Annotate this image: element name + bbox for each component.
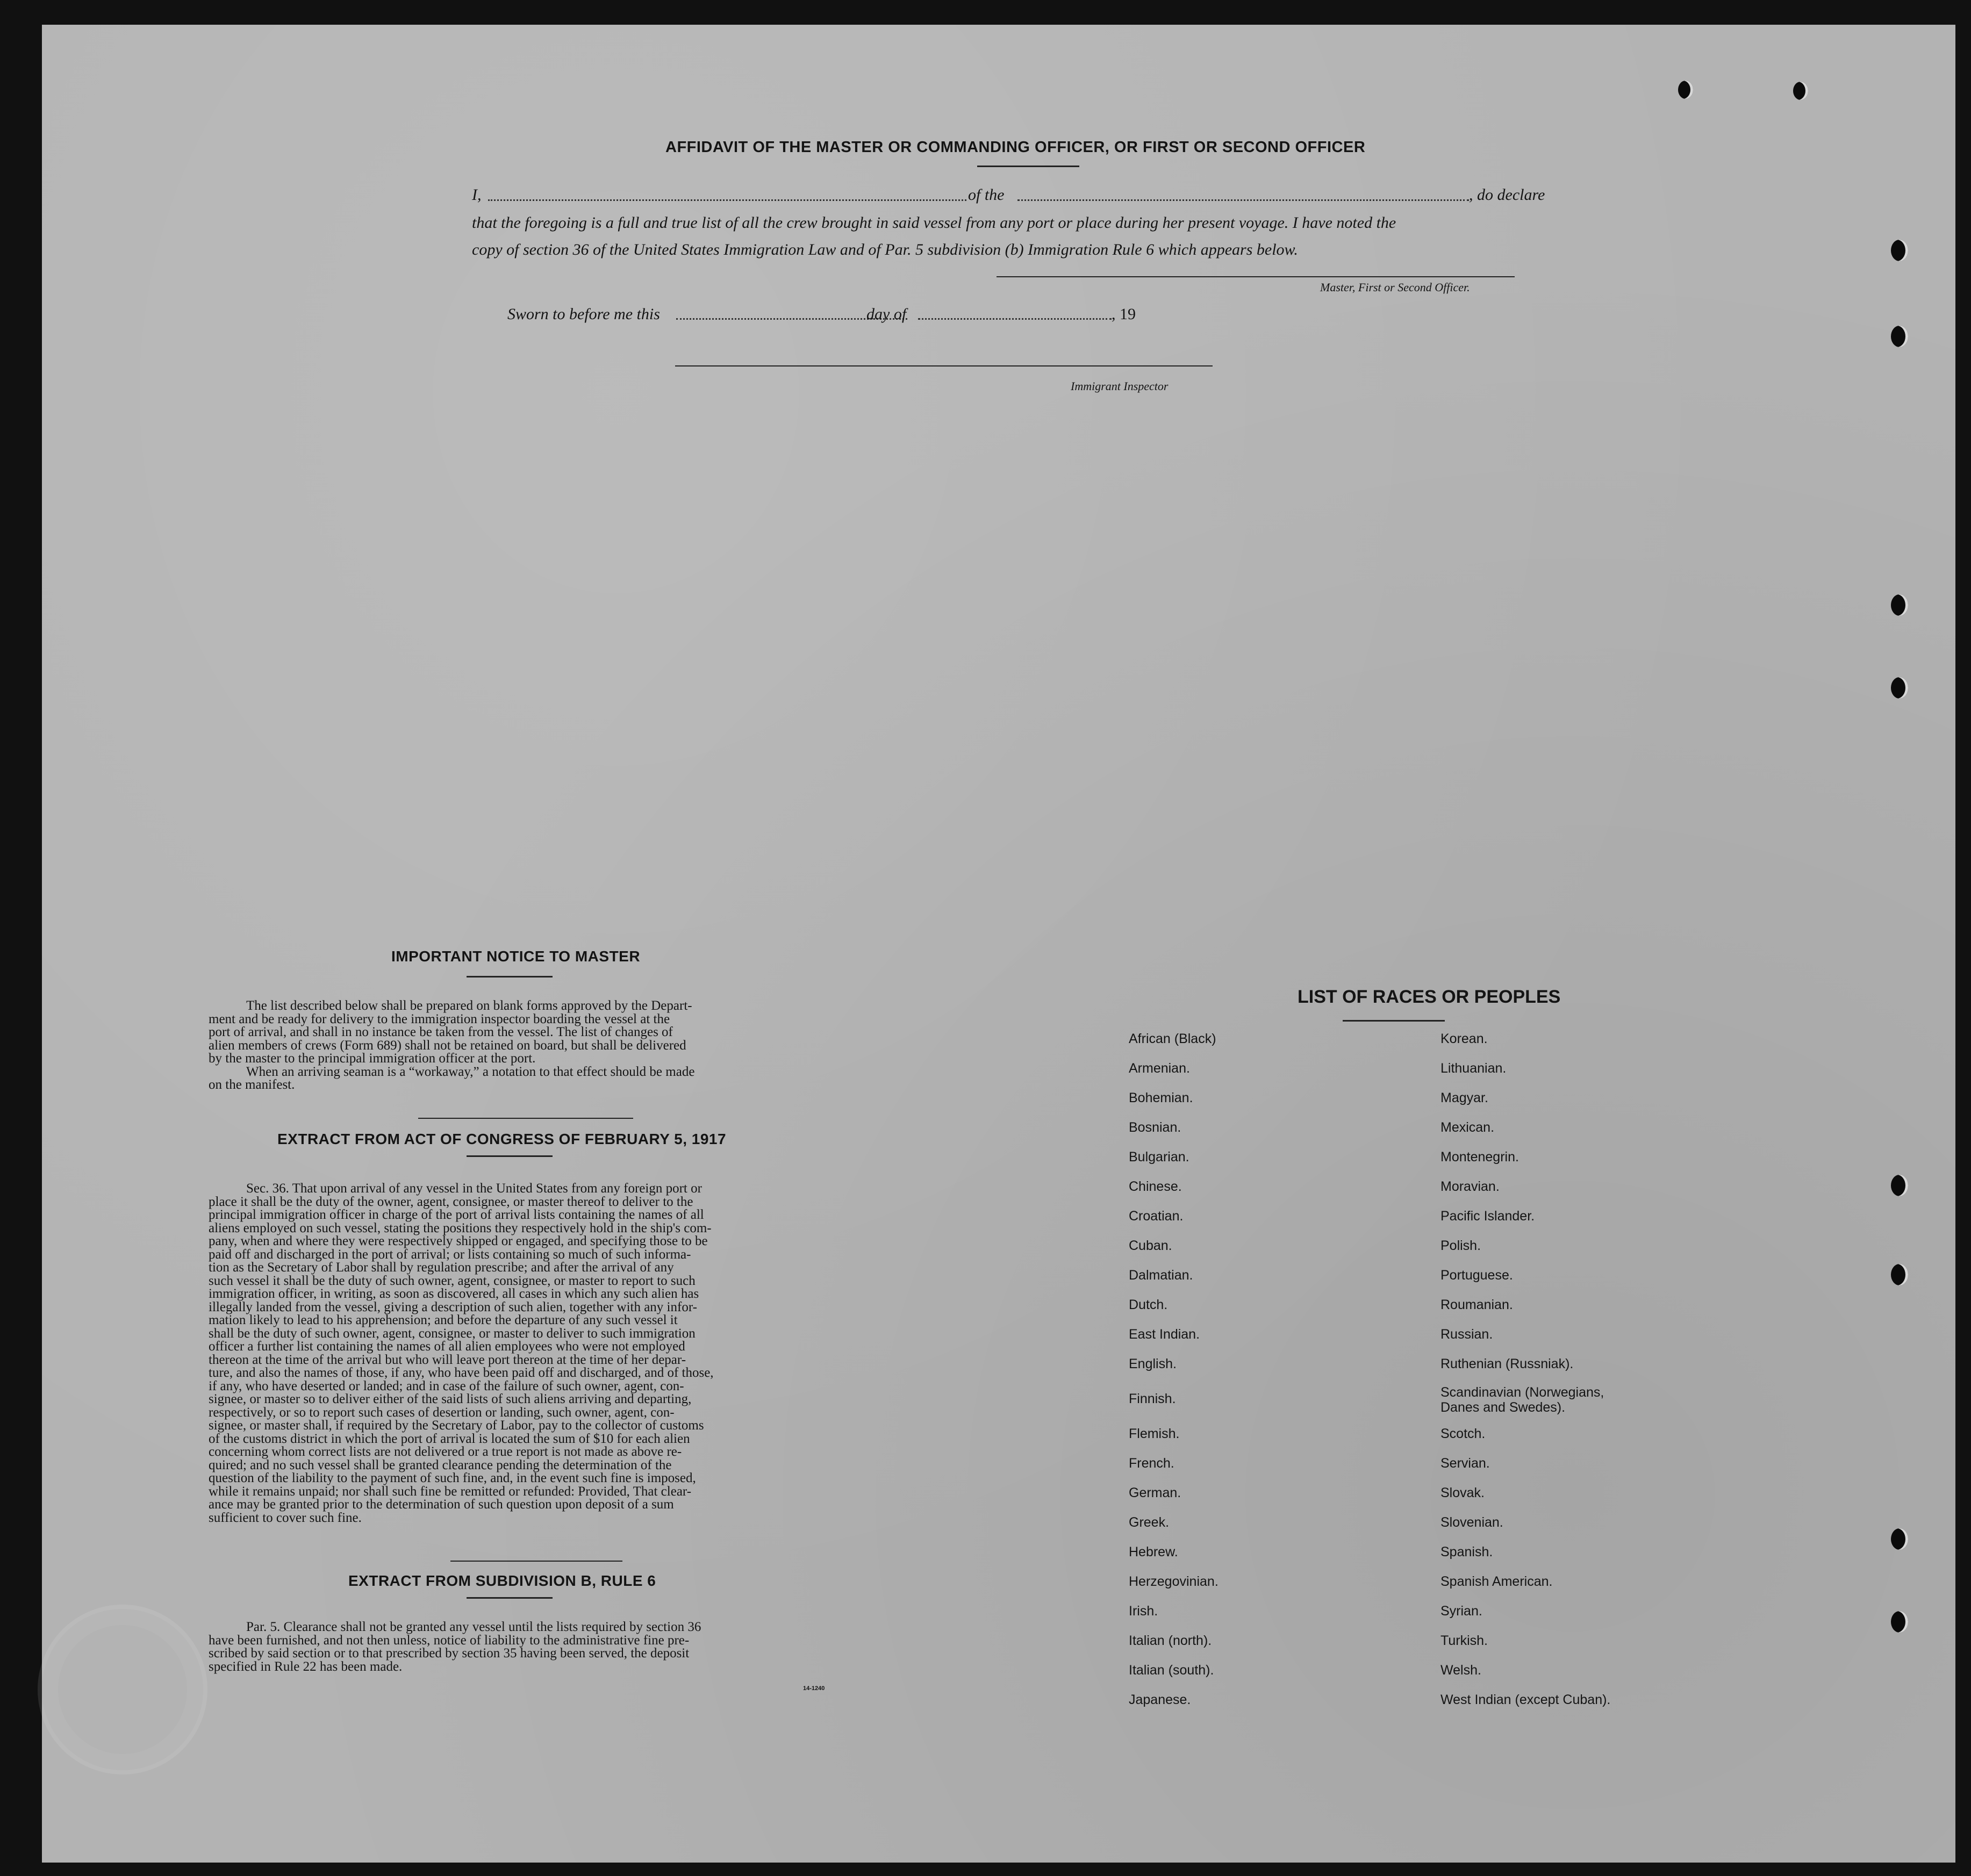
race-item: German.: [1129, 1485, 1181, 1500]
binder-hole-icon: [1891, 326, 1908, 347]
affidavit-title: AFFIDAVIT OF THE MASTER OR COMMANDING OFFICER, OR FIRST OR SECOND OFFICER: [665, 139, 1366, 156]
sworn-year-label: , 19: [1112, 305, 1136, 323]
embossed-seal: [38, 1605, 207, 1774]
act-line: sufficient to cover such fine.: [209, 1510, 362, 1525]
binder-hole-icon: [1891, 1264, 1908, 1285]
race-item: Finnish.: [1129, 1391, 1176, 1406]
act-line: illegally landed from the vessel, giving a description of such alien, together with any infor-: [209, 1299, 697, 1314]
races-left-column: [1129, 1031, 1430, 1730]
form-sheet: [42, 25, 1955, 1863]
act-line: principal immigration officer in charge of the port of arrival lists containing the names of all: [209, 1207, 704, 1222]
binder-hole-icon: [1891, 594, 1908, 616]
section-divider: [418, 1118, 633, 1119]
race-item: Polish.: [1440, 1238, 1481, 1253]
master-signature-label: Master, First or Second Officer.: [1320, 281, 1470, 294]
race-item: Irish.: [1129, 1604, 1158, 1619]
act-line: such vessel it shall be the duty of such owner, agent, consignee, or master to report to such: [209, 1273, 696, 1288]
race-item: Bohemian.: [1129, 1090, 1193, 1105]
notice-line: When an arriving seaman is a “workaway,” a notation to that effect should be made: [246, 1064, 695, 1079]
races-title: LIST OF RACES OR PEOPLES: [1298, 987, 1561, 1007]
act-line: concerning whom correct lists are not delivered or a true report is not made as above re-: [209, 1444, 682, 1459]
race-item: Japanese.: [1129, 1692, 1191, 1707]
notice-line: port of arrival, and shall in no instance be taken from the vessel. The list of changes of: [209, 1025, 673, 1039]
act-line: while it remains unpaid; nor shall such fine be remitted or refunded: Provided, That clear-: [209, 1484, 692, 1499]
act-line: of the customs district in which the port of arrival is located the sum of $10 for each alien: [209, 1431, 690, 1446]
race-item: Syrian.: [1440, 1604, 1482, 1619]
race-item: Herzegovinian.: [1129, 1574, 1219, 1589]
act-line: pany, when and where they were respectively shipped or engaged, and specifying those to be: [209, 1234, 708, 1248]
act-line: paid off and discharged in the port of arrival; or lists containing so much of such informa-: [209, 1247, 691, 1262]
title-underline: [977, 166, 1079, 167]
inspector-signature-line[interactable]: [675, 365, 1213, 366]
race-item: Ruthenian (Russniak).: [1440, 1356, 1574, 1371]
race-item: Italian (north).: [1129, 1633, 1212, 1648]
race-item: Pacific Islander.: [1440, 1209, 1535, 1224]
race-item: Welsh.: [1440, 1663, 1481, 1678]
notice-line: ment and be ready for delivery to the immigration inspector boarding the vessel at the: [209, 1011, 670, 1026]
inspector-signature-label: Immigrant Inspector: [1071, 379, 1169, 393]
race-item: English.: [1129, 1356, 1177, 1371]
race-item: Slovenian.: [1440, 1515, 1503, 1530]
race-item: Turkish.: [1440, 1633, 1488, 1648]
act-line: if any, who have deserted or landed; and in case of the failure of such owner, agent, con-: [209, 1378, 684, 1393]
rule-line: Par. 5. Clearance shall not be granted any vessel until the lists required by section 36: [246, 1620, 701, 1634]
act-line: question of the liability to the payment of such fine, and, in the event such fine is imposed,: [209, 1471, 696, 1485]
act-line: officer a further list containing the names of all alien employees who were not employed: [209, 1339, 685, 1354]
punch-mark-icon: [1678, 81, 1693, 99]
binder-hole-icon: [1891, 1528, 1908, 1550]
race-item: Portuguese.: [1440, 1268, 1513, 1283]
race-item: Magyar.: [1440, 1090, 1488, 1105]
declare-label: , do declare: [1469, 186, 1545, 204]
race-item: Flemish.: [1129, 1426, 1180, 1441]
sworn-label: Sworn to before me this: [507, 305, 660, 323]
vessel-name-field[interactable]: [1017, 199, 1469, 201]
binder-hole-icon: [1891, 1175, 1908, 1196]
act-line: Sec. 36. That upon arrival of any vessel in the United States from any foreign port or: [246, 1181, 702, 1196]
act-line: signee, or master shall, if required by the Secretary of Labor, pay to the collector of customs: [209, 1418, 704, 1433]
race-item: Armenian.: [1129, 1061, 1190, 1076]
binder-hole-icon: [1891, 677, 1908, 699]
race-item: French.: [1129, 1456, 1174, 1471]
master-signature-line[interactable]: [997, 276, 1515, 277]
notice-title: IMPORTANT NOTICE TO MASTER: [391, 948, 641, 965]
act-line: tion as the Secretary of Labor shall by regulation prescribe; and after the arrival of any: [209, 1260, 674, 1275]
race-item: Dutch.: [1129, 1297, 1168, 1312]
act-line: place it shall be the duty of the owner, agent, consignee, or master thereof to deliver to the: [209, 1194, 693, 1209]
act-line: thereon at the time of the arrival but who will leave port thereon at the time of her depar-: [209, 1352, 686, 1367]
rule-line: scribed by said section or to that prescribed by section 35 having been served, the deposit: [209, 1646, 690, 1661]
affidavit-i-label: I,: [472, 186, 482, 204]
races-right-column: [1440, 1031, 1720, 1730]
race-item: Hebrew.: [1129, 1544, 1178, 1559]
race-item: Scotch.: [1440, 1426, 1486, 1441]
rule-extract-title: EXTRACT FROM SUBDIVISION B, RULE 6: [348, 1572, 656, 1589]
rule-extract-underline: [467, 1597, 553, 1599]
affidavit-statement-line-1: that the foregoing is a full and true list of all the crew brought in said vessel from any port or place during her present voyage. I have noted the: [472, 214, 1396, 232]
master-name-field[interactable]: [488, 199, 966, 201]
act-line: aliens employed on such vessel, stating the positions they respectively hold in the ship's com-: [209, 1220, 712, 1235]
race-item: East Indian.: [1129, 1327, 1200, 1342]
punch-mark-icon: [1793, 82, 1808, 100]
race-item: Spanish.: [1440, 1544, 1493, 1559]
race-item: Cuban.: [1129, 1238, 1172, 1253]
race-item: African (Black): [1129, 1031, 1216, 1046]
race-item: Chinese.: [1129, 1179, 1182, 1194]
form-number: 14-1240: [803, 1685, 825, 1692]
race-item: Servian.: [1440, 1456, 1490, 1471]
race-item: Slovak.: [1440, 1485, 1485, 1500]
section-divider: [450, 1561, 622, 1562]
race-item: Mexican.: [1440, 1120, 1495, 1135]
act-extract-text: [209, 1182, 886, 1525]
race-item: Lithuanian.: [1440, 1061, 1507, 1076]
race-item: Bosnian.: [1129, 1120, 1181, 1135]
of-the-label: of the: [968, 186, 1005, 204]
act-line: ance may be granted prior to the determination of such question upon deposit of a sum: [209, 1497, 674, 1512]
race-item: Montenegrin.: [1440, 1149, 1519, 1165]
act-line: quired; and no such vessel shall be granted clearance pending the determination of the: [209, 1457, 672, 1472]
act-line: immigration officer, in writing, as soon as discovered, all cases in which any such alien has: [209, 1286, 699, 1301]
rule-line: specified in Rule 22 has been made.: [209, 1659, 403, 1674]
race-item: Roumanian.: [1440, 1297, 1513, 1312]
affidavit-statement-line-2: copy of section 36 of the United States Immigration Law and of Par. 5 subdivision (b) Immigration Rule 6 which appears below.: [472, 241, 1298, 258]
race-item: Bulgarian.: [1129, 1149, 1189, 1165]
race-item: West Indian (except Cuban).: [1440, 1692, 1611, 1707]
race-item: Korean.: [1440, 1031, 1488, 1046]
binder-hole-icon: [1891, 240, 1908, 261]
notice-text: [209, 1000, 886, 1092]
race-item: Croatian.: [1129, 1209, 1184, 1224]
notice-underline: [467, 976, 553, 977]
rule-extract-text: [209, 1621, 886, 1673]
act-line: shall be the duty of such owner, agent, consignee, or master to deliver to such immigration: [209, 1326, 696, 1341]
races-underline: [1343, 1020, 1445, 1022]
notice-line: alien members of crews (Form 689) shall not be retained on board, but shall be delivered: [209, 1038, 686, 1053]
act-extract-title: EXTRACT FROM ACT OF CONGRESS OF FEBRUARY 5, 1917: [277, 1131, 727, 1147]
race-item: Italian (south).: [1129, 1663, 1214, 1678]
act-extract-underline: [467, 1155, 553, 1157]
day-of-label: day of: [866, 305, 907, 323]
race-item: Greek.: [1129, 1515, 1170, 1530]
sworn-month-field[interactable]: [918, 318, 1112, 320]
notice-line: on the manifest.: [209, 1077, 295, 1092]
act-line: respectively, or so to report such cases of desertion or landing, such owner, agent, con-: [209, 1405, 675, 1420]
binder-hole-icon: [1891, 1611, 1908, 1633]
rule-line: have been furnished, and not then unless, notice of liability to the administrative fine pre-: [209, 1633, 690, 1648]
race-item: Moravian.: [1440, 1179, 1500, 1194]
act-line: mation likely to lead to his apprehension; and before the departure of any such vessel it: [209, 1313, 678, 1327]
race-item: Spanish American.: [1440, 1574, 1553, 1589]
notice-line: by the master to the principal immigration officer at the port.: [209, 1051, 536, 1066]
act-line: ture, and also the names of those, if any, who have been paid off and discharged, and of those,: [209, 1365, 714, 1380]
notice-line: The list described below shall be prepared on blank forms approved by the Depart-: [246, 998, 692, 1013]
race-item: Dalmatian.: [1129, 1268, 1193, 1283]
race-item: Scandinavian (Norwegians, Danes and Swedes).: [1440, 1385, 1604, 1415]
race-item: Russian.: [1440, 1327, 1493, 1342]
act-line: signee, or master so to deliver either of the said lists of such aliens arriving and departing,: [209, 1392, 692, 1406]
